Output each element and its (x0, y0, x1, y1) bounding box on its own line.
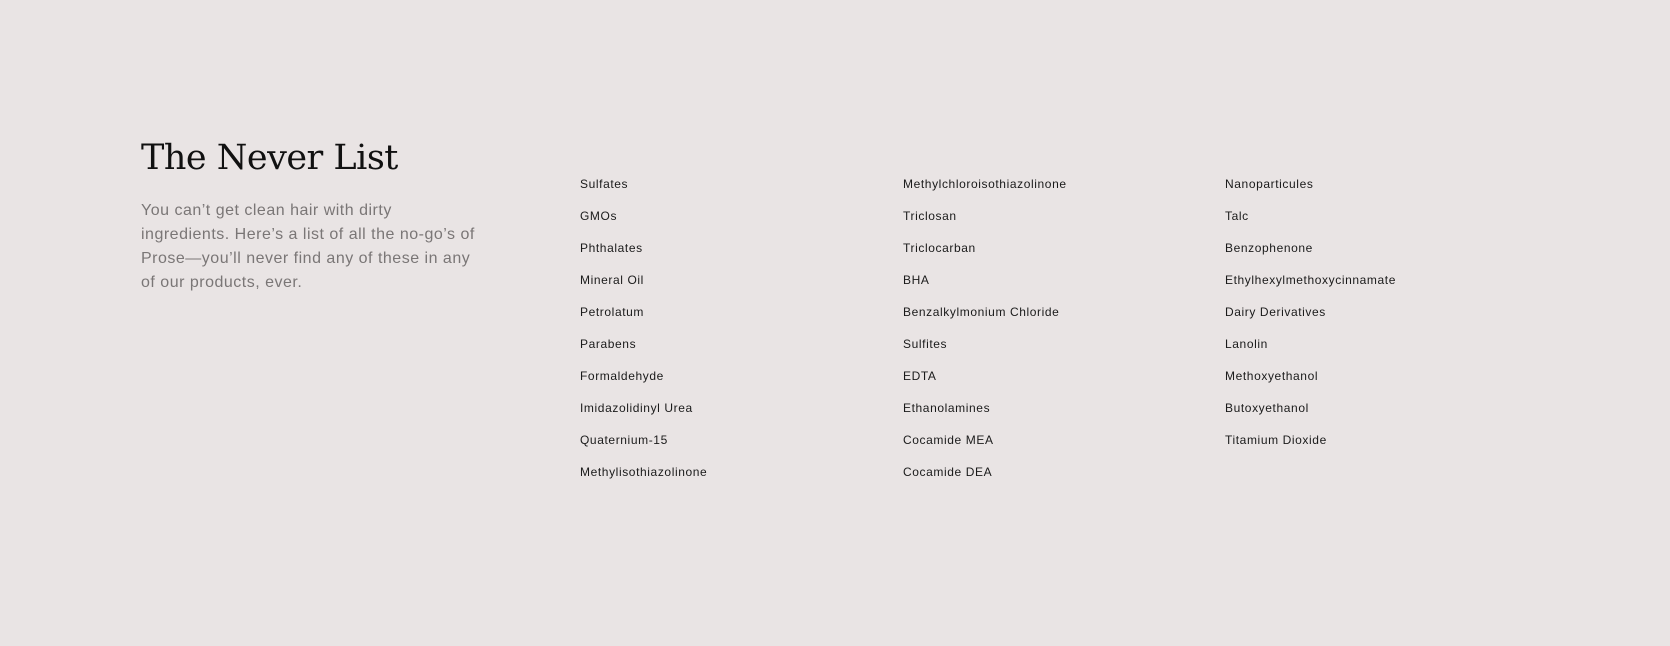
ingredient-item: Cocamide DEA (903, 465, 993, 479)
section-title: The Never List (141, 138, 398, 178)
never-list-intro (141, 137, 481, 295)
ingredient-item: Nanoparticules (1225, 177, 1314, 191)
ingredient-item: EDTA (903, 369, 937, 383)
ingredient-item: Sulfates (580, 177, 629, 191)
ingredient-column-3 (1225, 176, 1396, 464)
ingredient-item: Phthalates (580, 241, 643, 255)
ingredient-item: Benzophenone (1225, 241, 1313, 255)
ingredient-item: Cocamide MEA (903, 433, 994, 447)
ingredient-item: Triclosan (903, 209, 957, 223)
ingredient-item: Imidazolidinyl Urea (580, 401, 693, 415)
ingredient-item: GMOs (580, 209, 618, 223)
ingredient-item: Parabens (580, 337, 637, 351)
ingredient-item: Methylchloroisothiazolinone (903, 177, 1067, 191)
ingredient-item: Lanolin (1225, 337, 1268, 351)
ingredient-item: Formaldehyde (580, 369, 664, 383)
ingredient-item: Sulfites (903, 337, 948, 351)
section-description: You can’t get clean hair with dirty ingredients. Here’s a list of all the no-go’s of Prose—you’ll never find any of these in any of our products, ever. (141, 202, 475, 291)
ingredient-item: Ethylhexylmethoxycinnamate (1225, 273, 1397, 287)
ingredient-item: Petrolatum (580, 305, 645, 319)
ingredient-column-1 (580, 176, 707, 496)
ingredient-item: Benzalkylmonium Chloride (903, 305, 1060, 319)
ingredient-item: Talc (1225, 209, 1249, 223)
ingredient-column-2 (903, 176, 1067, 496)
ingredient-item: Methylisothiazolinone (580, 465, 708, 479)
ingredient-item: Dairy Derivatives (1225, 305, 1326, 319)
ingredient-item: Mineral Oil (580, 273, 644, 287)
ingredient-item: Quaternium-15 (580, 433, 668, 447)
ingredient-item: Triclocarban (903, 241, 976, 255)
ingredient-item: BHA (903, 273, 930, 287)
ingredient-item: Ethanolamines (903, 401, 991, 415)
ingredient-item: Butoxyethanol (1225, 401, 1309, 415)
ingredient-item: Methoxyethanol (1225, 369, 1319, 383)
ingredient-item: Titamium Dioxide (1225, 433, 1327, 447)
